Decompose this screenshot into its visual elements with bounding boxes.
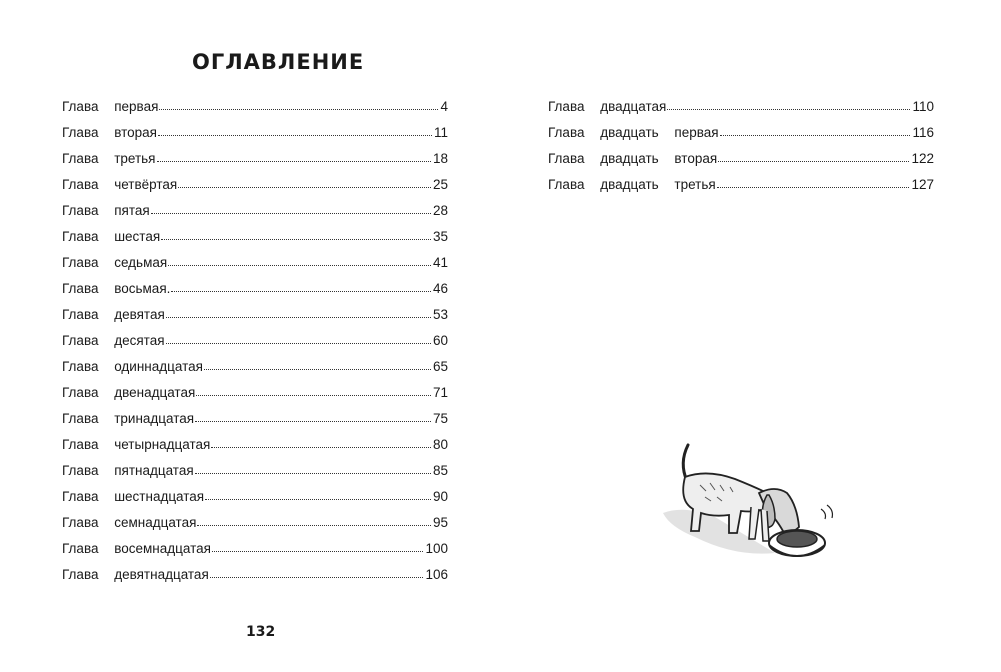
toc-leader-dots (211, 438, 431, 448)
toc-leader-dots (210, 568, 424, 578)
toc-entry (62, 94, 448, 120)
toc-entry (62, 172, 448, 198)
toc-leader-dots (171, 282, 431, 292)
toc-leader-dots (717, 178, 910, 188)
toc-leader-dots (720, 126, 911, 136)
toc-leader-dots (151, 204, 431, 214)
toc-entry-page: 4 (440, 99, 448, 114)
toc-entry (62, 250, 448, 276)
toc-entry (62, 406, 448, 432)
toc-leader-dots (204, 360, 431, 370)
toc-entry-label: Глава вторая (62, 125, 157, 140)
toc-entry-label: Глава двадцать вторая (548, 151, 718, 166)
toc-entry (62, 536, 448, 562)
toc-entry-label: Глава пятнадцатая (62, 463, 194, 478)
toc-entry-page: 90 (432, 489, 448, 504)
toc-entry-label: Глава девятнадцатая (62, 567, 209, 582)
toc-entry-page: 25 (432, 177, 448, 192)
toc-leader-dots (166, 334, 431, 344)
toc-entry (62, 224, 448, 250)
toc-leader-dots (157, 152, 431, 162)
page-title: ОГЛАВЛЕНИЕ (192, 50, 365, 74)
toc-entry-label: Глава четвёртая (62, 177, 178, 192)
toc-entry (62, 510, 448, 536)
toc-entry-page: 122 (911, 151, 934, 166)
toc-entry-page: 127 (911, 177, 934, 192)
toc-entry-label: Глава двадцать третья (548, 177, 716, 192)
toc-entry (62, 146, 448, 172)
toc-leader-dots (197, 516, 431, 526)
toc-entry (62, 432, 448, 458)
toc-leader-dots (161, 230, 431, 240)
toc-leader-dots (196, 386, 431, 396)
toc-left-column (62, 94, 448, 588)
toc-entry-label: Глава третья (62, 151, 156, 166)
toc-entry-page: 65 (432, 359, 448, 374)
toc-entry-label: Глава шестая (62, 229, 161, 244)
toc-entry-page: 46 (432, 281, 448, 296)
toc-entry (548, 94, 934, 120)
toc-leader-dots (166, 308, 431, 318)
toc-entry-label: Глава пятая (62, 203, 150, 218)
toc-entry-label: Глава первая (62, 99, 159, 114)
toc-entry-page: 71 (432, 385, 448, 400)
toc-entry-label: Глава четырнадцатая (62, 437, 211, 452)
toc-entry (62, 328, 448, 354)
toc-entry (548, 120, 934, 146)
toc-leader-dots (205, 490, 431, 500)
toc-entry-page: 75 (432, 411, 448, 426)
toc-entry-page: 106 (425, 567, 448, 582)
toc-entry (62, 120, 448, 146)
toc-leader-dots (195, 464, 431, 474)
toc-entry-page: 60 (432, 333, 448, 348)
toc-leader-dots (212, 542, 424, 552)
dog-eating-illustration (655, 435, 840, 575)
toc-leader-dots (718, 152, 909, 162)
toc-leader-dots (667, 100, 910, 110)
toc-entry (62, 302, 448, 328)
toc-entry-label: Глава двадцатая (548, 99, 667, 114)
toc-right-column (548, 94, 934, 198)
toc-entry-page: 100 (425, 541, 448, 556)
toc-entry (548, 172, 934, 198)
toc-entry (62, 458, 448, 484)
toc-entry-label: Глава тринадцатая (62, 411, 195, 426)
toc-entry (62, 354, 448, 380)
toc-entry-page: 85 (432, 463, 448, 478)
toc-entry-page: 95 (432, 515, 448, 530)
toc-leader-dots (195, 412, 431, 422)
toc-entry-label: Глава десятая (62, 333, 165, 348)
toc-entry-label: Глава седьмая (62, 255, 168, 270)
toc-entry-page: 110 (912, 99, 934, 114)
toc-entry-label: Глава девятая (62, 307, 165, 322)
toc-entry-label: Глава двенадцатая (62, 385, 196, 400)
toc-entry-page: 53 (432, 307, 448, 322)
toc-entry-page: 35 (432, 229, 448, 244)
toc-leader-dots (178, 178, 431, 188)
toc-entry (62, 380, 448, 406)
toc-entry-label: Глава двадцать первая (548, 125, 719, 140)
toc-entry-label: Глава восьмая. (62, 281, 171, 296)
toc-entry (62, 484, 448, 510)
toc-entry-page: 18 (432, 151, 448, 166)
toc-entry (62, 276, 448, 302)
toc-entry (548, 146, 934, 172)
toc-entry-page: 28 (432, 203, 448, 218)
toc-leader-dots (158, 126, 432, 136)
toc-entry-label: Глава восемнадцатая (62, 541, 211, 556)
toc-entry-label: Глава шестнадцатая (62, 489, 205, 504)
toc-leader-dots (159, 100, 438, 110)
toc-entry-page: 116 (912, 125, 934, 140)
toc-entry (62, 562, 448, 588)
toc-entry (62, 198, 448, 224)
toc-entry-page: 11 (433, 125, 448, 140)
toc-entry-label: Глава одиннадцатая (62, 359, 203, 374)
toc-entry-page: 41 (432, 255, 448, 270)
toc-entry-page: 80 (432, 437, 448, 452)
toc-leader-dots (168, 256, 431, 266)
toc-entry-label: Глава семнадцатая (62, 515, 197, 530)
page-number: 132 (246, 624, 276, 640)
